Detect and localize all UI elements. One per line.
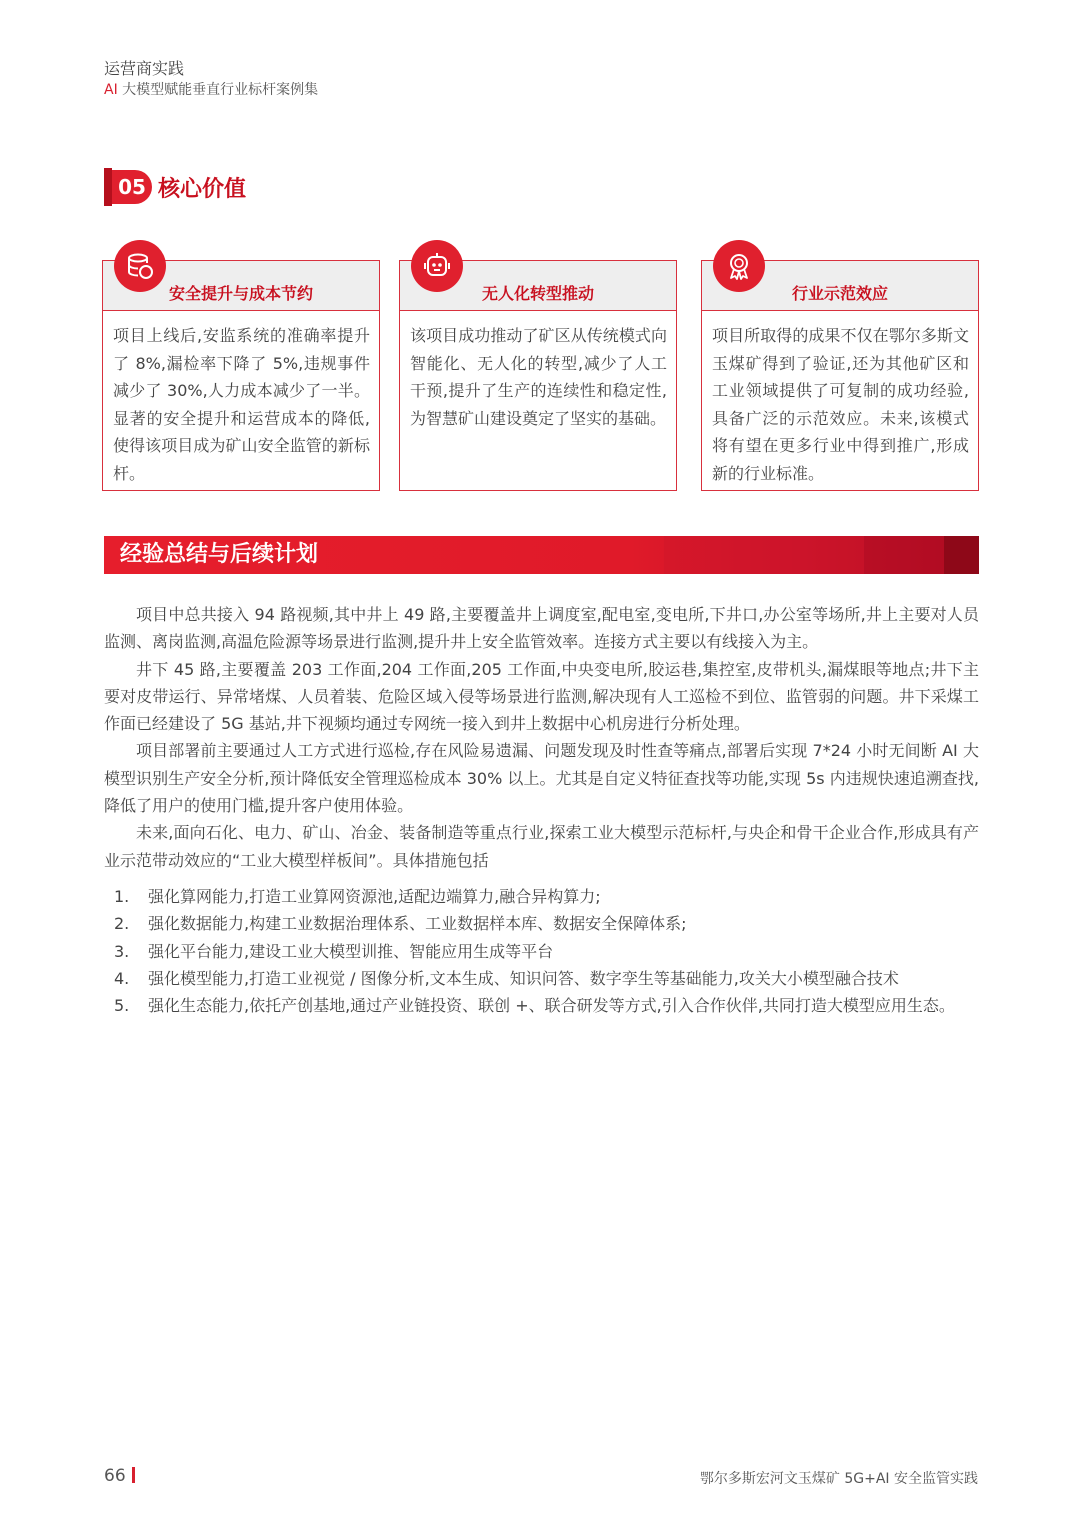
header-ai-label: AI bbox=[104, 82, 118, 98]
list-number: 3. bbox=[114, 941, 130, 961]
list-item bbox=[114, 965, 979, 992]
card-title: 行业示范效应 bbox=[791, 284, 888, 303]
list-number: 5. bbox=[114, 996, 130, 1016]
paragraph: 井下 45 路,主要覆盖 203 工作面,204 工作面,205 工作面,中央变电所,胶运巷,集控室,皮带机头,漏煤眼等地点;井下主要对皮带运行、异常堵煤、人员着装、危险区域入侵等场景进行监测,解决现有人工巡检不到位、监管弱的问题。井下采煤工作面已经建设了 5G 基站,井下视频均通过专网统一接入到井上数据中心机房进行分析处理。 bbox=[104, 659, 979, 734]
list-number: 2. bbox=[114, 914, 130, 934]
banner-stripe bbox=[664, 536, 864, 574]
paragraph: 项目中总共接入 94 路视频,其中井上 49 路,主要覆盖井上调度室,配电室,变电所,下井口,办公室等场所,井上主要对人员监测、离岗监测,高温危险源等场景进行监测,提升井上安全监管效率。连接方式主要以有线接入为主。 bbox=[104, 605, 979, 652]
page-number-divider bbox=[132, 1467, 135, 1483]
list-text: 强化模型能力,打造工业视觉 / 图像分析,文本生成、知识问答、数字孪生等基础能力,攻关大小模型融合技术 bbox=[148, 968, 899, 988]
article-body bbox=[104, 601, 979, 874]
banner-stripe bbox=[944, 536, 979, 574]
robot-icon bbox=[411, 240, 463, 292]
section-number-badge: 05 bbox=[112, 170, 152, 204]
card-title: 无人化转型推动 bbox=[481, 284, 594, 303]
page-number-text: 66 bbox=[104, 1466, 126, 1486]
paragraph: 项目部署前主要通过人工方式进行巡检,存在风险易遗漏、问题发现及时性查等痛点,部署后实现 7*24 小时无间断 AI 大模型识别生产安全分析,预计降低安全管理巡检成本 30% 以上。尤其是自定义特征查找等功能,实现 5s 内违规快速追溯查找,降低了用户的使用门槛,提升客户使用体验。 bbox=[104, 741, 979, 816]
list-text: 强化生态能力,依托产创基地,通过产业链投资、联创 +、联合研发等方式,引入合作伙伴,共同打造大模型应用生态。 bbox=[148, 996, 955, 1016]
card-body: 该项目成功推动了矿区从传统模式向智能化、无人化的转型,减少了人工干预,提升了生产的连续性和稳定性,为智慧矿山建设奠定了坚实的基础。 bbox=[410, 326, 667, 428]
section-accent-bar bbox=[104, 168, 112, 206]
award-medal-icon bbox=[713, 240, 765, 292]
header-subtitle bbox=[104, 79, 318, 99]
list-item bbox=[114, 938, 979, 965]
list-text: 强化数据能力,构建工业数据治理体系、工业数据样本库、数据安全保障体系; bbox=[148, 914, 687, 934]
database-coin-icon bbox=[114, 240, 166, 292]
section-banner bbox=[104, 536, 979, 574]
header-series-title: 运营商实践 bbox=[104, 59, 185, 78]
list-item bbox=[114, 992, 979, 1019]
section-title bbox=[104, 168, 246, 206]
card-body: 项目所取得的成果不仅在鄂尔多斯文玉煤矿得到了验证,还为其他矿区和工业领域提供了可复制的成功经验,具备广泛的示范效应。未来,该模式将有望在更多行业中得到推广,形成新的行业标准。 bbox=[712, 326, 969, 483]
value-card-unmanned bbox=[399, 260, 677, 491]
measures-list bbox=[114, 883, 979, 1019]
page-number bbox=[104, 1466, 135, 1486]
value-card-demonstration bbox=[701, 260, 979, 491]
list-item bbox=[114, 883, 979, 910]
card-body: 项目上线后,安监系统的准确率提升了 8%,漏检率下降了 5%,违规事件减少了 30%,人力成本减少了一半。显著的安全提升和运营成本的降低,使得该项目成为矿山安全监管的新标杆。 bbox=[113, 326, 370, 483]
list-text: 强化平台能力,建设工业大模型训推、智能应用生成等平台 bbox=[148, 941, 554, 961]
paragraph: 未来,面向石化、电力、矿山、冶金、装备制造等重点行业,探索工业大模型示范标杆,与央企和骨干企业合作,形成具有产业示范带动效应的“工业大模型样板间”。具体措施包括 bbox=[104, 823, 979, 870]
value-card-safety bbox=[102, 260, 380, 491]
list-text: 强化算网能力,打造工业算网资源池,适配边端算力,融合异构算力; bbox=[148, 887, 601, 906]
card-title: 安全提升与成本节约 bbox=[168, 284, 313, 303]
banner-stripe bbox=[864, 536, 944, 574]
list-item bbox=[114, 910, 979, 937]
footer-title: 鄂尔多斯宏河文玉煤矿 5G+AI 安全监管实践 bbox=[699, 1471, 978, 1487]
header-subtitle-text: 大模型赋能垂直行业标杆案例集 bbox=[117, 82, 319, 98]
list-number: 1. bbox=[114, 887, 130, 906]
list-number: 4. bbox=[114, 968, 130, 988]
banner-title: 经验总结与后续计划 bbox=[120, 542, 319, 567]
section-title-text: 核心价值 bbox=[158, 176, 247, 202]
